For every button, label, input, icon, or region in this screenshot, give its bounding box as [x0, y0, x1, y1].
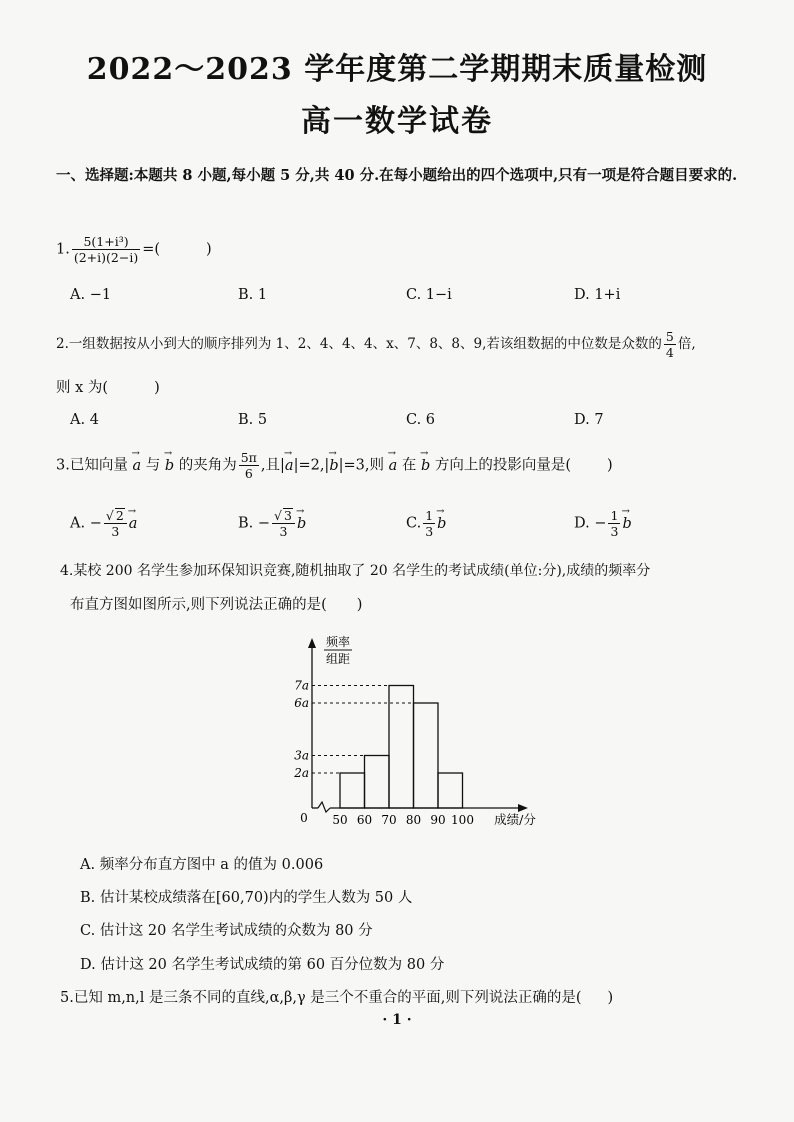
q5-text: 5.已知 m,n,l 是三条不同的直线,α,β,γ 是三个不重合的平面,则下列说法正确的是(	[60, 990, 582, 1006]
vector-b-proj: b →	[421, 458, 430, 474]
histogram-bar	[389, 686, 414, 809]
q1-denominator: (2+i)(2−i)	[73, 250, 139, 265]
q4-close: )	[356, 597, 363, 613]
origin-label: 0	[300, 811, 308, 825]
x-tick-label: 60	[356, 813, 373, 827]
question-4: 4.某校 200 名学生参加环保知识竞赛,随机抽取了 20 名学生的考试成绩(单位:分),成绩的频率分	[60, 563, 651, 579]
q2-option-d: D. 7	[574, 412, 604, 428]
question-5	[60, 986, 613, 1007]
q2-option-a: A. 4	[70, 412, 99, 428]
q2-frac-numerator: 5	[665, 329, 674, 344]
q3-text-1: 3.已知向量	[56, 457, 128, 474]
q3-text-5: |=2,|	[293, 457, 330, 474]
q3-option-a-fraction: $\frac{√ 2}{3}$	[104, 508, 127, 539]
q3-option-c-vector: b →	[437, 516, 446, 532]
q3-text-4: ,且|	[260, 457, 285, 474]
q3-option-d-numerator: 1	[610, 508, 619, 523]
q1-number: 1.	[56, 241, 70, 258]
exam-subtitle: 高一数学试卷	[301, 104, 493, 139]
q3-angle-denominator: 6	[244, 466, 253, 481]
q3-option-d	[574, 508, 632, 539]
q3-text-6: |=3,则	[338, 457, 384, 474]
page-number: · 1 ·	[382, 1012, 412, 1028]
q2-text: 2.一组数据按从小到大的顺序排列为 1、2、4、4、4、x、7、8、8、9,若该组数据的中位数是众数的	[56, 336, 662, 352]
y-tick-label: 6a	[294, 696, 309, 710]
exam-title: 2022～2023 学年度第二学期期末质量检测	[86, 52, 708, 87]
y-tick-label: 2a	[294, 766, 309, 780]
vector-b-abs: b →	[329, 458, 338, 474]
q3-option-d-fraction	[608, 508, 620, 539]
vector-a-abs: a →	[285, 458, 294, 474]
x-axis-arrow	[518, 804, 528, 812]
vector-a-proj: a →	[389, 458, 398, 474]
q3-option-a-numerator: 2	[115, 508, 124, 523]
q1-option-b: B. 1	[238, 287, 268, 303]
histogram-bar	[365, 756, 390, 809]
q4-option-a: A. 频率分布直方图中 a 的值为 0.006	[80, 857, 324, 873]
q3-option-d-label: D. −	[574, 515, 607, 532]
q3-close: )	[607, 457, 613, 474]
x-tick-label: 50	[332, 813, 348, 827]
q5-close: )	[607, 990, 614, 1006]
q3-text-3: 的夹角为	[178, 457, 237, 474]
q4-option-d: D. 估计这 20 名学生考试成绩的第 60 百分位数为 80 分	[80, 957, 445, 973]
question-1	[56, 234, 212, 265]
q3-option-a	[70, 508, 137, 539]
q3-text-8: 方向上的投影向量是(	[434, 457, 572, 474]
q3-option-b-vector: b →	[297, 516, 306, 532]
q4-line2	[70, 593, 362, 614]
y-axis-arrow	[308, 638, 316, 648]
q3-option-c-fraction	[423, 508, 435, 539]
q3-option-b-numerator: 3	[284, 508, 292, 523]
x-tick-label: 70	[381, 813, 397, 827]
histogram-bar	[438, 773, 463, 808]
q2-option-b: B. 5	[238, 412, 268, 428]
q1-option-d: D. 1+i	[574, 287, 621, 303]
y-tick-label: 7a	[294, 678, 309, 693]
histogram-bar	[414, 703, 439, 808]
histogram-chart	[290, 628, 560, 840]
question-2	[56, 329, 696, 360]
q3-angle-numerator: 5π	[240, 450, 257, 465]
q4-option-c: C. 估计这 20 名学生考试成绩的众数为 80 分	[80, 923, 373, 939]
q4-line2-text: 布直方图如图所示,则下列说法正确的是(	[70, 597, 327, 613]
q2-text-end: 倍,	[677, 336, 696, 352]
vector-a: a →	[132, 458, 141, 474]
q2-fraction	[664, 329, 676, 360]
q3-option-b-denominator: 3	[279, 524, 288, 539]
y-tick-label: 3a	[294, 748, 309, 763]
x-tick-label: 100	[451, 813, 474, 827]
q3-option-b-label: B. −	[238, 515, 271, 532]
x-axis-break	[318, 802, 330, 812]
q3-text-7: 在	[401, 457, 417, 474]
y-label-bottom: 组距	[325, 652, 351, 666]
q3-angle-fraction	[239, 450, 259, 481]
q3-option-b	[238, 508, 306, 539]
q2-line2	[56, 376, 160, 397]
q2-frac-denominator: 4	[665, 345, 674, 360]
q3-text-2: 与	[145, 457, 161, 474]
vector-b: b →	[165, 458, 174, 474]
q3-option-b-fraction: $\frac{√ 3}{3}$	[272, 508, 295, 539]
question-3	[56, 450, 613, 481]
histogram-bar	[340, 773, 365, 808]
q3-option-c-denominator: 3	[425, 524, 434, 539]
q3-option-c-label: C.	[406, 515, 422, 532]
q3-option-a-denominator: 3	[111, 524, 120, 539]
q1-option-c: C. 1−i	[406, 287, 452, 303]
q3-option-c	[406, 508, 446, 539]
q1-close: )	[206, 241, 212, 258]
q2-option-c: C. 6	[406, 412, 436, 428]
x-tick-label: 80	[405, 813, 422, 827]
q3-option-d-vector: b →	[622, 516, 631, 532]
q1-fraction	[72, 234, 140, 265]
q3-option-a-vector: a →	[129, 516, 138, 532]
q1-numerator: 5(1+i³)	[72, 234, 140, 250]
q3-option-d-denominator: 3	[610, 524, 619, 539]
q3-option-a-label: A. −	[70, 515, 102, 532]
y-label-top: 频率	[325, 635, 351, 649]
q1-option-a: A. −1	[70, 287, 112, 303]
x-axis-label: 成绩/分	[494, 812, 536, 827]
q3-option-c-numerator: 1	[425, 508, 434, 523]
q2-close: )	[154, 380, 160, 396]
q2-line2-text: 则 x 为(	[56, 380, 109, 396]
q1-tail: =(	[142, 241, 161, 258]
q4-option-b: B. 估计某校成绩落在[60,70)内的学生人数为 50 人	[80, 890, 413, 906]
x-tick-label: 90	[430, 813, 446, 827]
section-heading: 一、选择题:本题共 8 小题,每小题 5 分,共 40 分.在每小题给出的四个选项中,只有一项是符合题目要求的.	[56, 167, 738, 184]
